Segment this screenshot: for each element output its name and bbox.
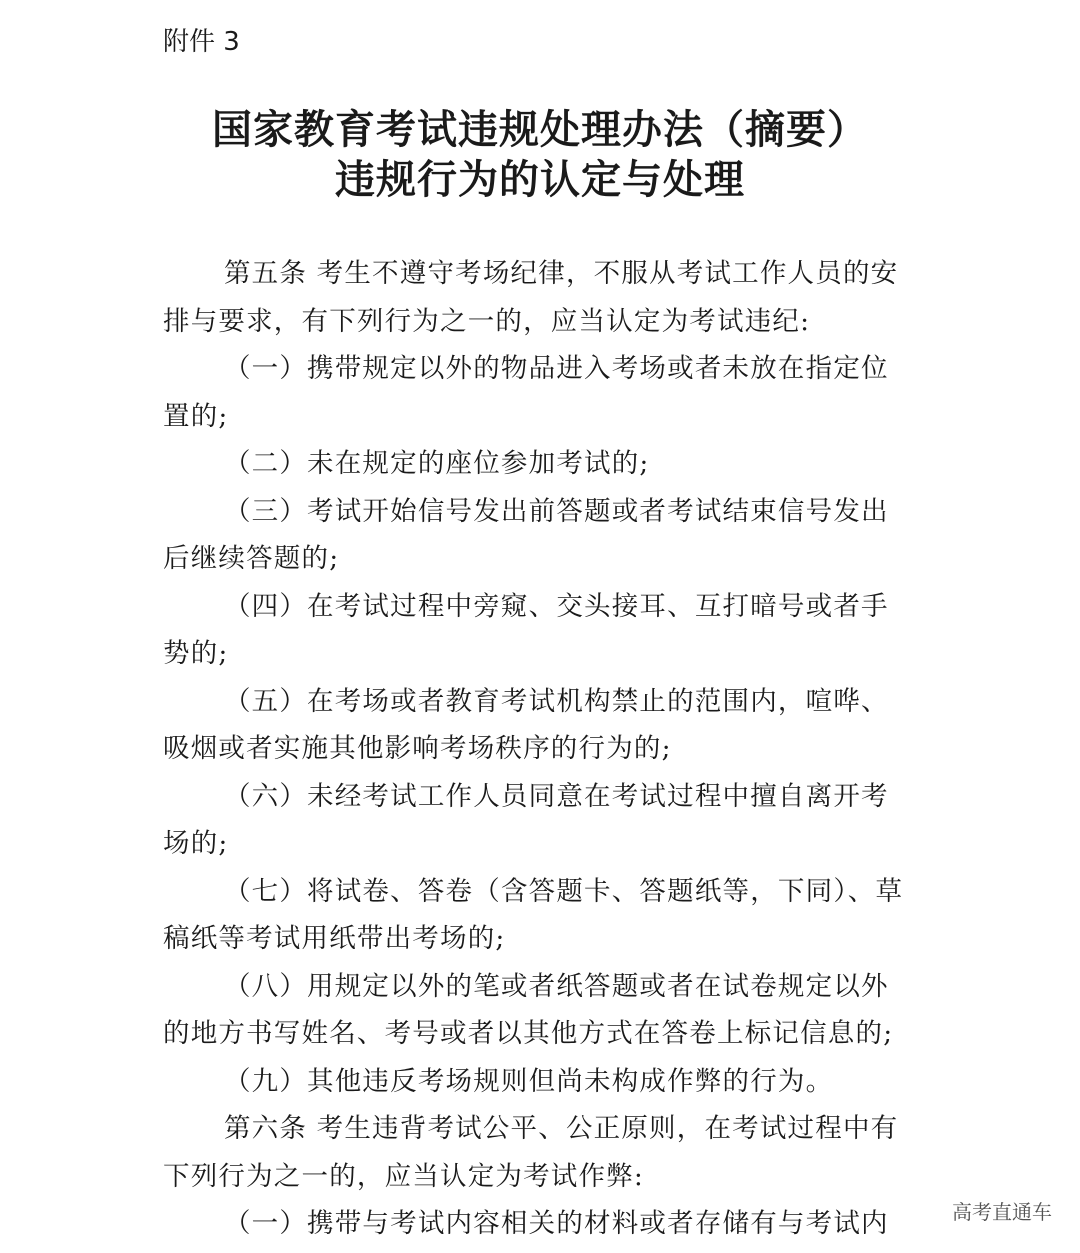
article-5-item-3: （三）考试开始信号发出前答题或者考试结束信号发出后继续答题的; <box>163 495 889 574</box>
article-6-item-1: （一）携带与考试内容相关的材料或者存储有与考试内 <box>223 1208 889 1239</box>
attachment-label: 附件 3 <box>163 27 240 57</box>
watermark-text: 高考直通车 <box>952 1200 1052 1224</box>
article-5-item-5: （五）在考场或者教育考试机构禁止的范围内，喧哗、吸烟或者实施其他影响考场秩序的行为的; <box>163 685 889 764</box>
document-title: 国家教育考试违规处理办法（摘要） <box>212 107 868 153</box>
article-5-item-4: （四）在考试过程中旁窥、交头接耳、互打暗号或者手势的; <box>163 590 889 669</box>
article-5-item-1: （一）携带规定以外的物品进入考场或者未放在指定位置的; <box>163 353 889 432</box>
article-5-intro: 第五条 考生不遵守考场纪律，不服从考试工作人员的安排与要求，有下列行为之一的，应当认定为考试违纪: <box>163 258 899 337</box>
article-6-intro: 第六条 考生违背考试公平、公正原则，在考试过程中有下列行为之一的，应当认定为考试作弊: <box>163 1113 899 1192</box>
article-5-item-9: （九）其他违反考场规则但尚未构成作弊的行为。 <box>223 1065 834 1097</box>
document-body <box>163 250 915 1248</box>
article-5-item-8: （八）用规定以外的笔或者纸答题或者在试卷规定以外的地方书写姓名、考号或者以其他方式在答卷上标记信息的; <box>163 970 894 1049</box>
article-5-item-6: （六）未经考试工作人员同意在考试过程中擅自离开考场的; <box>163 780 889 859</box>
article-5-item-2: （二）未在规定的座位参加考试的; <box>223 448 650 479</box>
article-5-item-7: （七）将试卷、答卷（含答题卡、答题纸等，下同）、草稿纸等考试用纸带出考场的; <box>163 875 904 954</box>
document-subtitle: 违规行为的认定与处理 <box>335 157 745 203</box>
